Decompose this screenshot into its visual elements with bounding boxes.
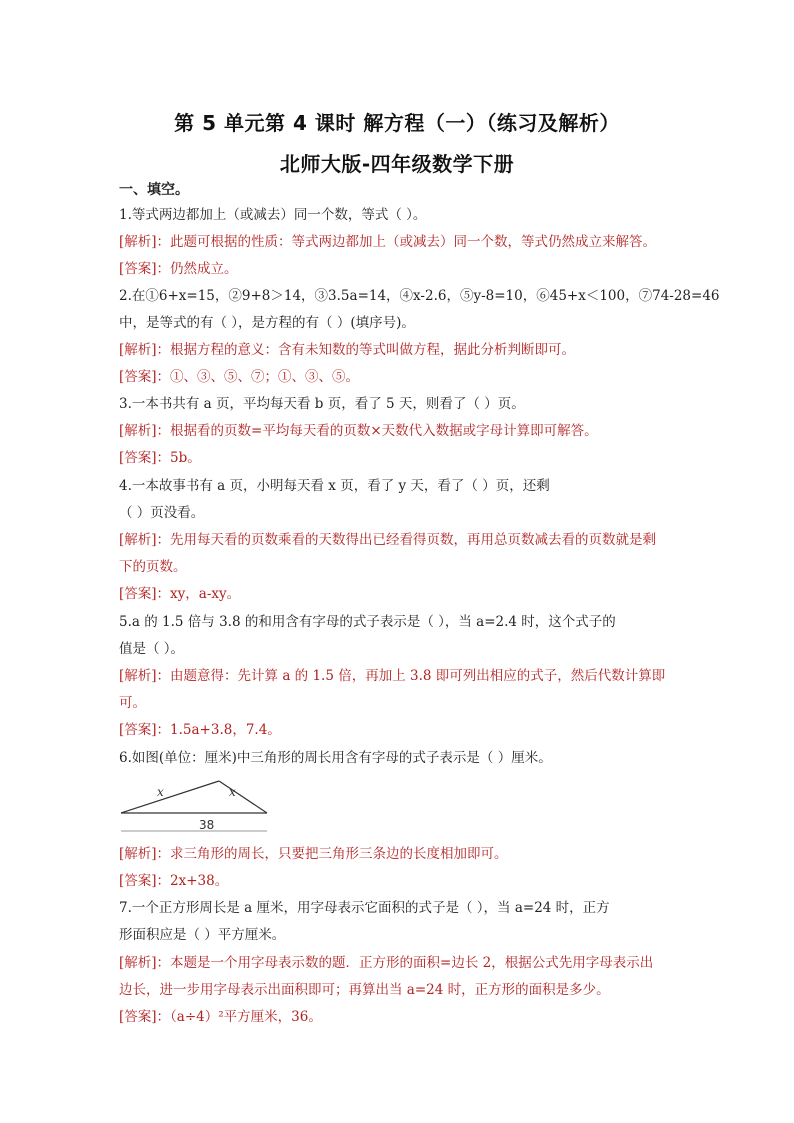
triangle-base-label: 38 xyxy=(199,818,215,832)
question-7-line-2: 形面积应是（ ）平方厘米。 xyxy=(119,927,286,943)
analysis-7-line-2: 边长，进一步用字母表示出面积即可；再算出当 a=24 时，正方形的面积是多少。 xyxy=(119,982,610,998)
analysis-3: [解析]：根据看的页数=平均每天看的页数×天数代入数据或字母计算即可解答。 xyxy=(119,423,598,439)
question-5-line-1: 5.a 的 1.5 倍与 3.8 的和用含有字母的式子表示是（ ），当 a=2.4 时，这个式子的 xyxy=(119,614,616,630)
section-heading: 一、填空。 xyxy=(119,182,189,198)
answer-7: [答案]：（a÷4）²平方厘米，36。 xyxy=(119,1009,322,1025)
answer-1: [答案]：仍然成立。 xyxy=(119,261,238,277)
question-4-line-1: 4.一本故事书有 a 页，小明每天看 x 页，看了 y 天，看了（ ）页，还剩 xyxy=(119,478,550,494)
analysis-6: [解析]：求三角形的周长，只要把三角形三条边的长度相加即可。 xyxy=(119,846,508,862)
question-5-line-2: 值是（ ）。 xyxy=(119,641,185,657)
question-7-line-1: 7.一个正方形周长是 a 厘米，用字母表示它面积的式子是（ ），当 a=24 时，正方 xyxy=(119,900,610,916)
analysis-5-line-2: 可。 xyxy=(119,695,146,711)
answer-4: [答案]：xy，a-xy。 xyxy=(119,586,241,602)
answer-3: [答案]：5b。 xyxy=(119,450,201,466)
analysis-1: [解析]：此题可根据的性质：等式两边都加上（或减去）同一个数，等式仍然成立来解答。 xyxy=(119,234,657,250)
answer-5: [答案]：1.5a+3.8，7.4。 xyxy=(119,722,281,738)
analysis-5-line-1: [解析]：由题意得：先计算 a 的 1.5 倍，再加上 3.8 即可列出相应的式子，然后代数计算即 xyxy=(119,668,666,684)
question-2-line-2: 中，是等式的有（ ），是方程的有（ ）(填序号)。 xyxy=(119,315,415,331)
question-6: 6.如图(单位：厘米)中三角形的周长用含有字母的式子表示是（ ）厘米。 xyxy=(119,750,552,766)
analysis-4-line-1: [解析]：先用每天看的页数乘看的天数得出已经看得页数，再用总页数减去看的页数就是剩 xyxy=(119,532,657,548)
document-title: 第 5 单元第 4 课时 解方程（一）（练习及解析） xyxy=(174,111,620,135)
triangle-left-label: x xyxy=(157,785,164,799)
document-subtitle: 北师大版-四年级数学下册 xyxy=(279,152,515,176)
question-3: 3.一本书共有 a 页，平均每天看 b 页，看了 5 天，则看了（ ）页。 xyxy=(119,396,525,412)
question-2-line-1: 2.在①6+x=15，②9+8＞14，③3.5a=14，④x-2.6，⑤y-8=10，⑥45+x＜100，⑦74-28=46 xyxy=(119,288,720,304)
answer-2: [答案]：①、③、⑤、⑦；①、③、⑤。 xyxy=(119,369,360,385)
triangle-figure xyxy=(119,779,269,835)
analysis-7-line-1: [解析]：本题是一个用字母表示数的题．正方形的面积=边长 2，根据公式先用字母表示出 xyxy=(119,955,654,971)
answer-6: [答案]：2x+38。 xyxy=(119,873,229,889)
triangle-right-label: x xyxy=(229,785,236,799)
question-4-line-2: （ ）页没看。 xyxy=(119,505,205,521)
question-1: 1.等式两边都加上（或减去）同一个数，等式（ ）。 xyxy=(119,207,427,223)
analysis-4-line-2: 下的页数。 xyxy=(119,559,187,575)
analysis-2: [解析]：根据方程的意义：含有未知数的等式叫做方程，据此分析判断即可。 xyxy=(119,342,576,358)
